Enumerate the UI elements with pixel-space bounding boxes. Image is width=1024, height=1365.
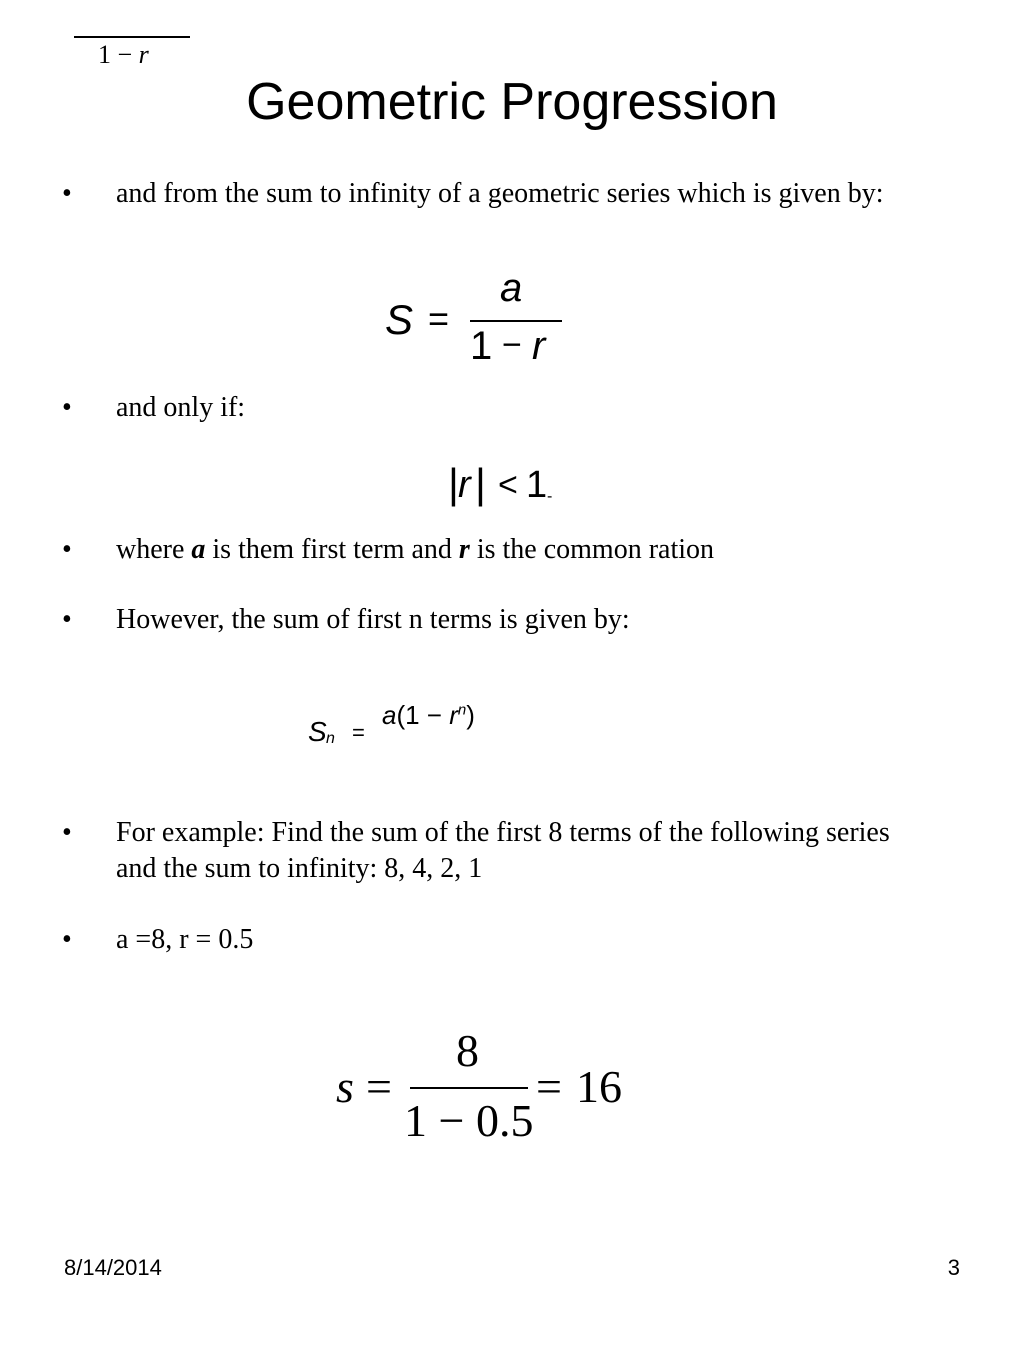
bullet-text: a =8, r = 0.5 [116,924,254,955]
formula-less-than: < [498,466,518,504]
formula-lhs-s: S [385,296,414,343]
var-a: a [191,534,206,565]
bullet-text: and from the sum to infinity of a geometric series which is given by: [116,178,884,209]
bullet-marker: • [62,178,72,209]
fraction-bar [410,1087,528,1089]
fraction-bar [74,36,190,38]
footer-page-number: 3 [947,1255,960,1280]
formula-equals-2: = [536,1061,562,1112]
abs-bar-right: | [475,460,486,507]
slide-title: Geometric Progression [246,73,778,131]
text-where: where [116,534,192,565]
num-close: ) [466,700,475,730]
abs-bar-left: | [448,460,459,507]
bullet-marker: • [62,604,72,635]
formula-numerator-a: a [500,266,523,310]
fraction-bar [470,320,562,322]
formula-example-result [330,1025,640,1150]
text-mid: is them first term and [205,534,459,565]
formula-den-minus: − [502,326,522,364]
formula-lhs-s: s [336,1061,354,1112]
num-exponent-n: n [457,701,467,719]
bullet-marker: • [62,817,72,848]
formula-var-r: r [458,464,471,506]
formula-den-one: 1 [470,324,493,368]
bullet-marker: • [62,924,72,955]
var-r: r [458,534,470,565]
formula-equals: = [352,720,365,745]
den-r: r [138,40,149,69]
num-r: r [449,700,458,730]
bullet-text: and only if: [116,392,246,423]
formula-equals: = [366,1061,392,1112]
formula-result: 16 [576,1061,622,1112]
bullet-text [116,815,966,887]
formula-numerator [382,700,475,731]
formula-denominator [98,40,149,70]
bullet-marker: • [62,392,72,423]
den-text: 1 − [98,40,139,69]
example-line1: For example: Find the sum of the first 8 terms of the following series [116,817,890,848]
bullet-marker: • [62,534,72,565]
formula-condition [448,460,568,516]
example-line2: and the sum to infinity: 8, 4, 2, 1 [116,853,483,884]
num-open: (1 − [396,700,450,730]
formula-trailing-mark: - [547,488,553,505]
formula-den-r: r [532,324,546,368]
bullet-text: However, the sum of first n terms is given by: [116,604,630,635]
formula-denominator: 1 − 0.5 [404,1095,534,1146]
formula-one: 1 [526,464,548,506]
footer-date: 8/14/2014 [64,1255,162,1280]
formula-sum-to-infinity [380,266,580,372]
formula-lhs-s: S [308,716,327,747]
formula-sum-n-terms [306,700,506,770]
num-a: a [382,700,397,730]
text-post: is the common ration [469,534,715,565]
formula-lhs-subscript-n: n [326,730,335,747]
formula-numerator: 8 [456,1025,479,1076]
formula-equals: = [428,298,450,339]
bullet-text [116,532,966,568]
